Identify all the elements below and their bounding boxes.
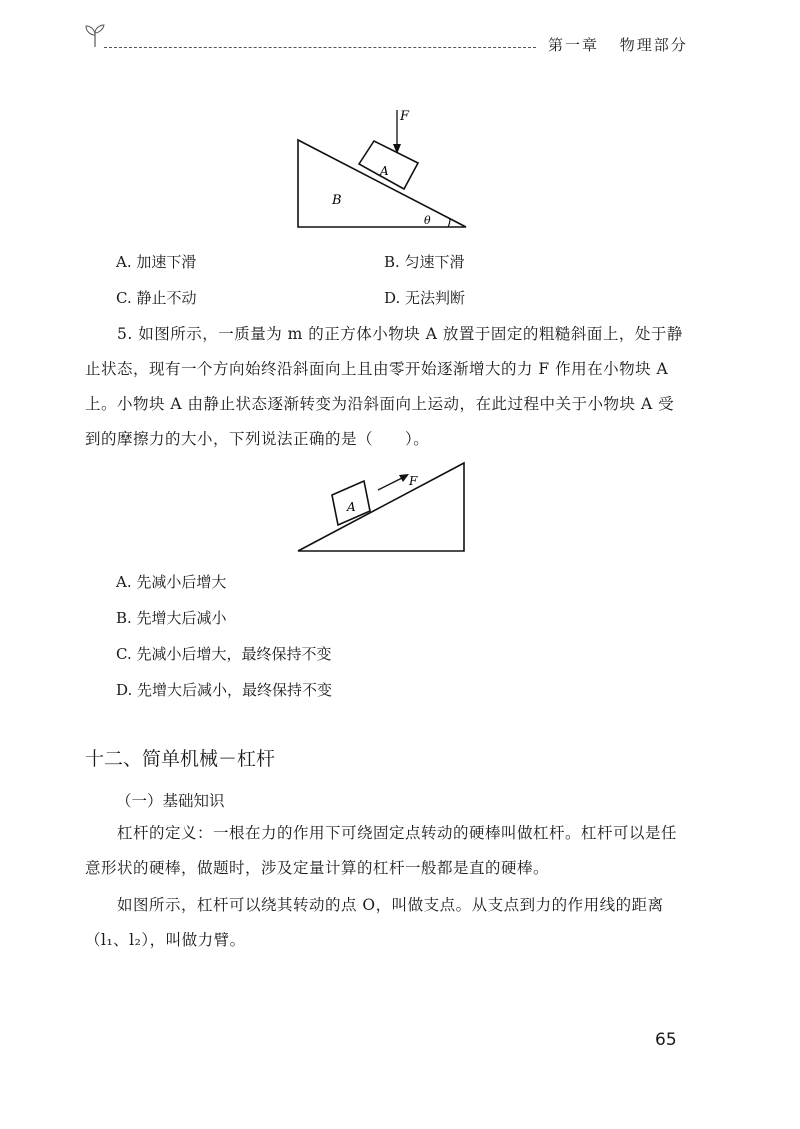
q5-stem: 5. 如图所示，一质量为 m 的正方体小物块 A 放置于固定的粗糙斜面上，处于静止状态，现有一个方向始终沿斜面向上且由零开始逐渐增大的力 F 作用在小物块 A 上。小物块 A 由静止状态逐渐转变为沿斜面向上运动，在此过程中关于小物块 A 受到的摩擦力的大小，下列说法正确的是（ ）。 — [85, 325, 683, 448]
wedge-label: B — [332, 193, 342, 208]
incline-outline — [298, 463, 464, 551]
block-label: A — [380, 164, 389, 178]
lever-definition: 杠杆的定义：一根在力的作用下可绕固定点转动的硬棒叫做杠杆。杠杆可以是任意形状的硬棒，做题时，涉及定量计算的杠杆一般都是直的硬棒。 — [85, 824, 678, 877]
q5-option-c: C. 先减小后增大，最终保持不变 — [116, 645, 332, 663]
subsection-title: （一）基础知识 — [116, 792, 225, 810]
q5-option-d: D. 先增大后减小，最终保持不变 — [116, 681, 333, 699]
block-label-2: A — [347, 500, 356, 514]
q4-option-c: C. 静止不动 — [116, 289, 197, 307]
q4-option-b: B. 匀速下滑 — [384, 253, 465, 271]
q5-option-a: A. 先减小后增大 — [116, 573, 227, 591]
force-label-2: F — [409, 474, 418, 488]
q4-option-a: A. 加速下滑 — [116, 253, 197, 271]
angle-arc — [448, 219, 450, 227]
q4-option-d: D. 无法判断 — [384, 289, 466, 307]
sprout-icon — [84, 22, 106, 48]
section-title: 十二、简单机械－杠杆 — [85, 748, 276, 770]
figure-wedge-block-force — [290, 100, 480, 235]
angle-label: θ — [424, 214, 431, 227]
header-divider — [104, 47, 536, 48]
lever-fulcrum-arm: 如图所示，杠杆可以绕其转动的点 O，叫做支点。从支点到力的作用线的距离（l₁、l₂），叫做力臂。 — [85, 896, 664, 949]
q5-option-b: B. 先增大后减小 — [116, 609, 227, 627]
force-label: F — [400, 109, 410, 124]
force-arrow-head — [393, 144, 401, 154]
header-section: 物理部分 — [619, 36, 688, 54]
force-arrow-head-2 — [399, 474, 409, 482]
figure-incline-block-force — [290, 455, 475, 560]
page-number: 65 — [655, 1030, 677, 1050]
header-chapter: 第一章 — [548, 36, 600, 54]
running-header — [548, 34, 702, 55]
force-arrow-line-2 — [378, 477, 404, 490]
wedge-outline — [298, 140, 466, 227]
